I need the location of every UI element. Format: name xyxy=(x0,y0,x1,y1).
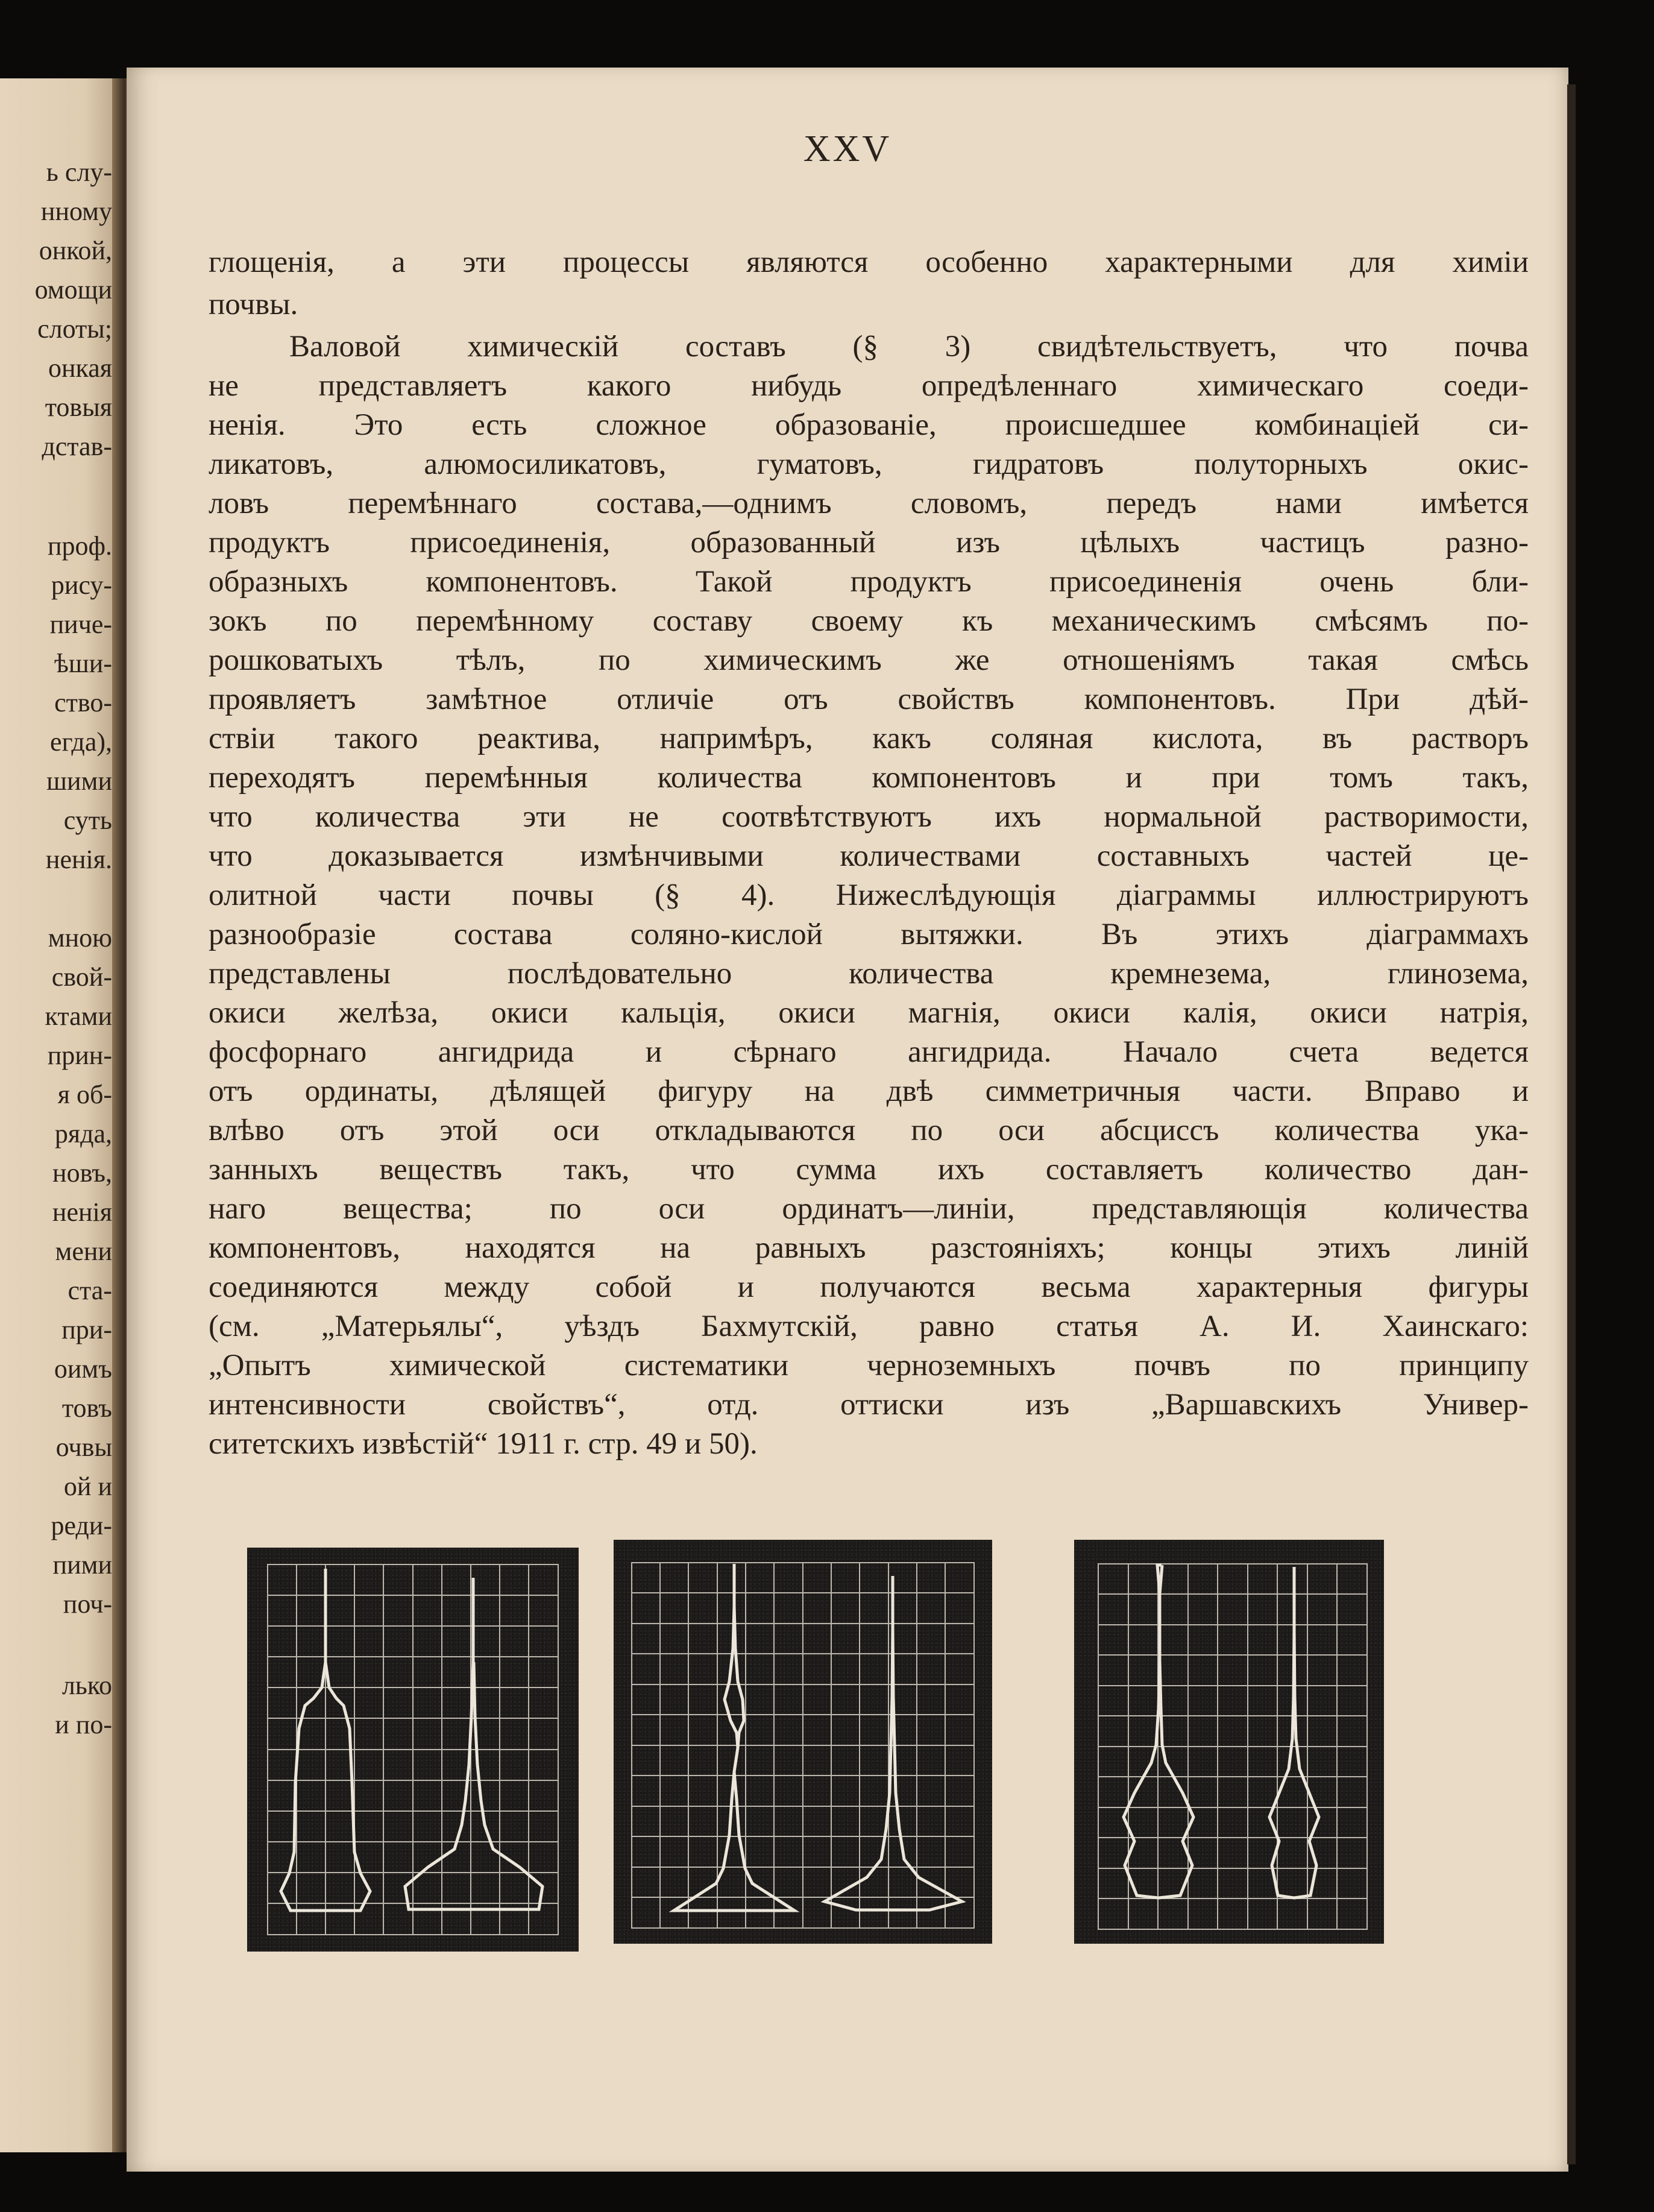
left-page-line: ненія. xyxy=(45,845,112,874)
text-line: (см. „Матерьялы“, уѣздъ Бахмутскій, равно статья А. И. Хаинскаго: xyxy=(209,1309,1529,1343)
text-line: „Опытъ химической систематики черноземныхъ почвъ по принципу xyxy=(209,1349,1529,1382)
left-page-line: я об- xyxy=(57,1080,112,1109)
left-page-line: егда), xyxy=(50,727,112,757)
text-line: фосфорнаго ангидрида и сѣрнаго ангидрида. Начало счета ведется xyxy=(209,1035,1529,1069)
text-line: зокъ по перемѣнному составу своему къ механическимъ смѣсямъ по- xyxy=(209,604,1529,638)
diagram-3-grid xyxy=(1098,1564,1367,1929)
text-line: не представляетъ какого нибудь опредѣленнаго химическаго соеди- xyxy=(209,369,1529,403)
page-edge-shadow xyxy=(1567,84,1576,2164)
left-page-line: ѣши- xyxy=(54,649,112,678)
diagram-1 xyxy=(247,1548,579,1952)
left-page-line: шими xyxy=(46,766,112,796)
text-line: занныхъ веществъ такъ, что сумма ихъ составляетъ количество дан- xyxy=(209,1153,1529,1186)
left-page-line: пими xyxy=(52,1550,112,1580)
left-page-line: проф. xyxy=(47,531,112,561)
left-page-line: пиче- xyxy=(49,610,112,639)
left-page-line: мною xyxy=(48,923,112,953)
text-line: ствіи такого реактива, напримѣръ, какъ соляная кислота, въ растворъ xyxy=(209,722,1529,755)
diagram-2-figure-a xyxy=(674,1564,794,1911)
diagram-3 xyxy=(1074,1540,1384,1944)
text-line: что количества эти не соотвѣтствуютъ ихъ нормальной растворимости, xyxy=(209,800,1529,834)
diagram-3-plot xyxy=(1074,1540,1384,1944)
left-page-line: товъ xyxy=(61,1393,112,1423)
left-page-line: лько xyxy=(61,1671,112,1700)
left-page-line: дстав- xyxy=(42,432,112,461)
left-page-line: ь слу- xyxy=(46,157,112,187)
left-page-line: оимъ xyxy=(54,1354,112,1384)
text-line: компонентовъ, находятся на равныхъ разстояніяхъ; концы этихъ линій xyxy=(209,1231,1529,1265)
left-page-line: свой- xyxy=(51,962,112,992)
text-line: интенсивности свойствъ“, отд. оттиски изъ „Варшавскихъ Универ- xyxy=(209,1388,1529,1422)
diagram-2-grid xyxy=(632,1563,974,1928)
left-page-fragment xyxy=(0,78,121,2152)
text-line: переходятъ перемѣнныя количества компонентовъ и при томъ такъ, xyxy=(209,761,1529,795)
diagram-2-plot xyxy=(614,1540,992,1944)
left-page-line: ство- xyxy=(54,688,112,717)
left-page-line: нному xyxy=(40,197,112,226)
text-line: влѣво отъ этой оси откладываются по оси абсциссъ количества ука- xyxy=(209,1114,1529,1147)
text-line: глощенія, а эти процессы являются особенно характерными для химіи xyxy=(209,245,1529,279)
left-page-line: и по- xyxy=(55,1710,112,1739)
left-page-line: очвы xyxy=(55,1432,112,1462)
left-page-line: мени xyxy=(55,1237,112,1266)
text-line: ситетскихъ извѣстій“ 1911 г. стр. 49 и 50). xyxy=(209,1427,758,1461)
left-page-line: ктами xyxy=(45,1001,112,1031)
diagram-2-figure-b xyxy=(825,1576,962,1910)
text-line: Валовой химическій составъ (§ 3) свидѣтельствуетъ, что почва xyxy=(289,330,1529,364)
left-page-line: омощи xyxy=(34,275,112,304)
text-line: рошковатыхъ тѣлъ, по химическимъ же отношеніямъ такая смѣсь xyxy=(209,643,1529,677)
text-line: соединяются между собой и получаются весьма характерныя фигуры xyxy=(209,1270,1529,1304)
text-line: наго вещества; по оси ординатъ—линіи, представляющія количества xyxy=(209,1192,1529,1226)
left-page-line: онкая xyxy=(48,353,112,383)
left-page-line: реди- xyxy=(51,1511,112,1540)
text-line: что доказывается измѣнчивыми количествами составныхъ частей це- xyxy=(209,839,1529,873)
text-line: разнообразіе состава соляно-кислой вытяжки. Въ этихъ діаграммахъ xyxy=(209,918,1529,951)
text-line: олитной части почвы (§ 4). Нижеслѣдующія діаграммы иллюстрируютъ xyxy=(209,878,1529,912)
left-page-line: товыя xyxy=(45,392,112,422)
left-page-line: слоты; xyxy=(37,314,112,344)
left-page-line: поч- xyxy=(63,1589,112,1619)
text-line: окиси желѣза, окиси кальція, окиси магнія, окиси калія, окиси натрія, xyxy=(209,996,1529,1030)
left-page-line: при- xyxy=(61,1315,112,1344)
left-page-line: ряда, xyxy=(54,1119,112,1149)
text-line: проявляетъ замѣтное отличіе отъ свойствъ компонентовъ. При дѣй- xyxy=(209,682,1529,716)
left-page-line: ой и xyxy=(63,1472,112,1501)
text-line: представлены послѣдовательно количества кремнезема, глинозема, xyxy=(209,957,1529,991)
left-page-line: ненія xyxy=(52,1197,112,1227)
diagram-1-figure-b xyxy=(405,1578,542,1909)
left-page-line: суть xyxy=(63,805,112,835)
left-page-line: рису- xyxy=(51,570,112,600)
text-line: отъ ординаты, дѣлящей фигуру на двѣ симметричныя части. Вправо и xyxy=(209,1074,1529,1108)
left-page-line: ста- xyxy=(68,1276,112,1305)
page-number: XXV xyxy=(803,128,892,169)
diagram-2 xyxy=(614,1540,992,1944)
left-page-line: новъ, xyxy=(52,1158,112,1188)
book-page xyxy=(127,68,1568,2172)
text-line: образныхъ компонентовъ. Такой продуктъ присоединенія очень бли- xyxy=(209,565,1529,599)
text-line: ловъ перемѣннаго состава,—однимъ словомъ, передъ нами имѣется xyxy=(209,487,1529,520)
text-line: ненія. Это есть сложное образованіе, происшедшее комбинаціей си- xyxy=(209,408,1529,442)
diagram-1-plot xyxy=(247,1548,579,1952)
text-line: почвы. xyxy=(209,288,298,321)
text-line: ликатовъ, алюмосиликатовъ, гуматовъ, гидратовъ полуторныхъ окис- xyxy=(209,447,1529,481)
text-line: продуктъ присоединенія, образованный изъ цѣлыхъ частицъ разно- xyxy=(209,526,1529,559)
left-page-line: прин- xyxy=(47,1041,112,1070)
left-page-line: онкой, xyxy=(39,236,112,265)
